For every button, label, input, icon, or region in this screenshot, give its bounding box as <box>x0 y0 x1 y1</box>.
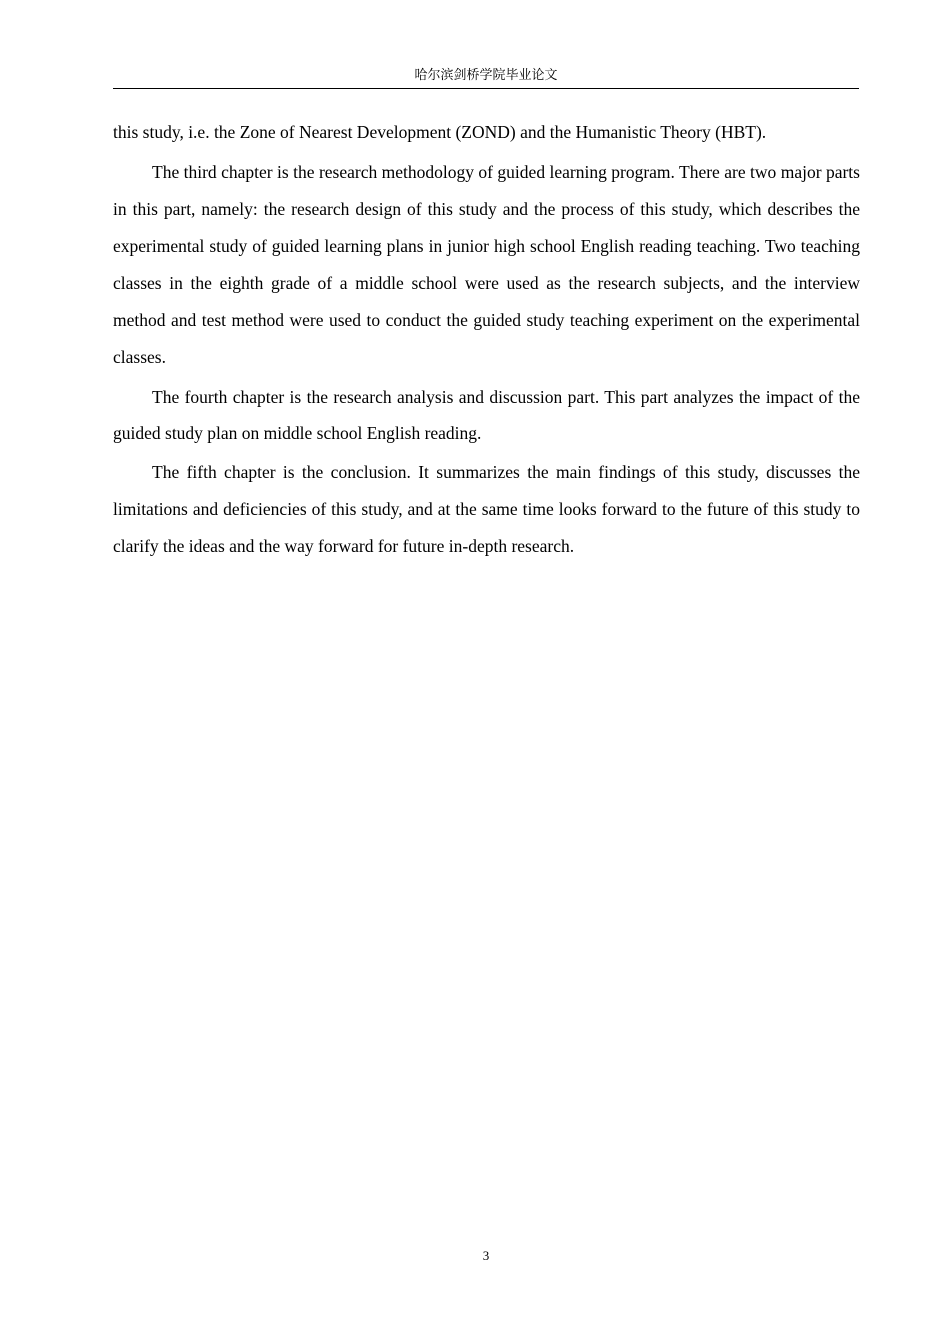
paragraph-third-chapter: The third chapter is the research methodology of guided learning program. There are two major parts in this part, namely: the research design of this study and the process of this study, which describes the experimental study of guided learning plans in junior high school English reading teaching. Two teaching classes in the eighth grade of a middle school were used as the research subjects, and the interview method and test method were used to conduct the guided study teaching experiment on the experimental classes. <box>113 162 860 367</box>
page-header: 哈尔滨剑桥学院毕业论文 <box>414 68 558 83</box>
page-number: 3 <box>482 1248 490 1263</box>
paragraph-fifth-chapter: The fifth chapter is the conclusion. It summarizes the main findings of this study, discusses the limitations and deficiencies of this study, and at the same time looks forward to the future of this study to clarify the ideas and the way forward for future in-depth research. <box>113 462 860 556</box>
document-body <box>113 114 860 568</box>
header-divider <box>113 88 859 89</box>
paragraph-fourth-chapter: The fourth chapter is the research analysis and discussion part. This part analyzes the impact of the guided study plan on middle school English reading. <box>113 387 860 443</box>
paragraph-continuation: this study, i.e. the Zone of Nearest Development (ZOND) and the Humanistic Theory (HBT). <box>113 122 767 142</box>
